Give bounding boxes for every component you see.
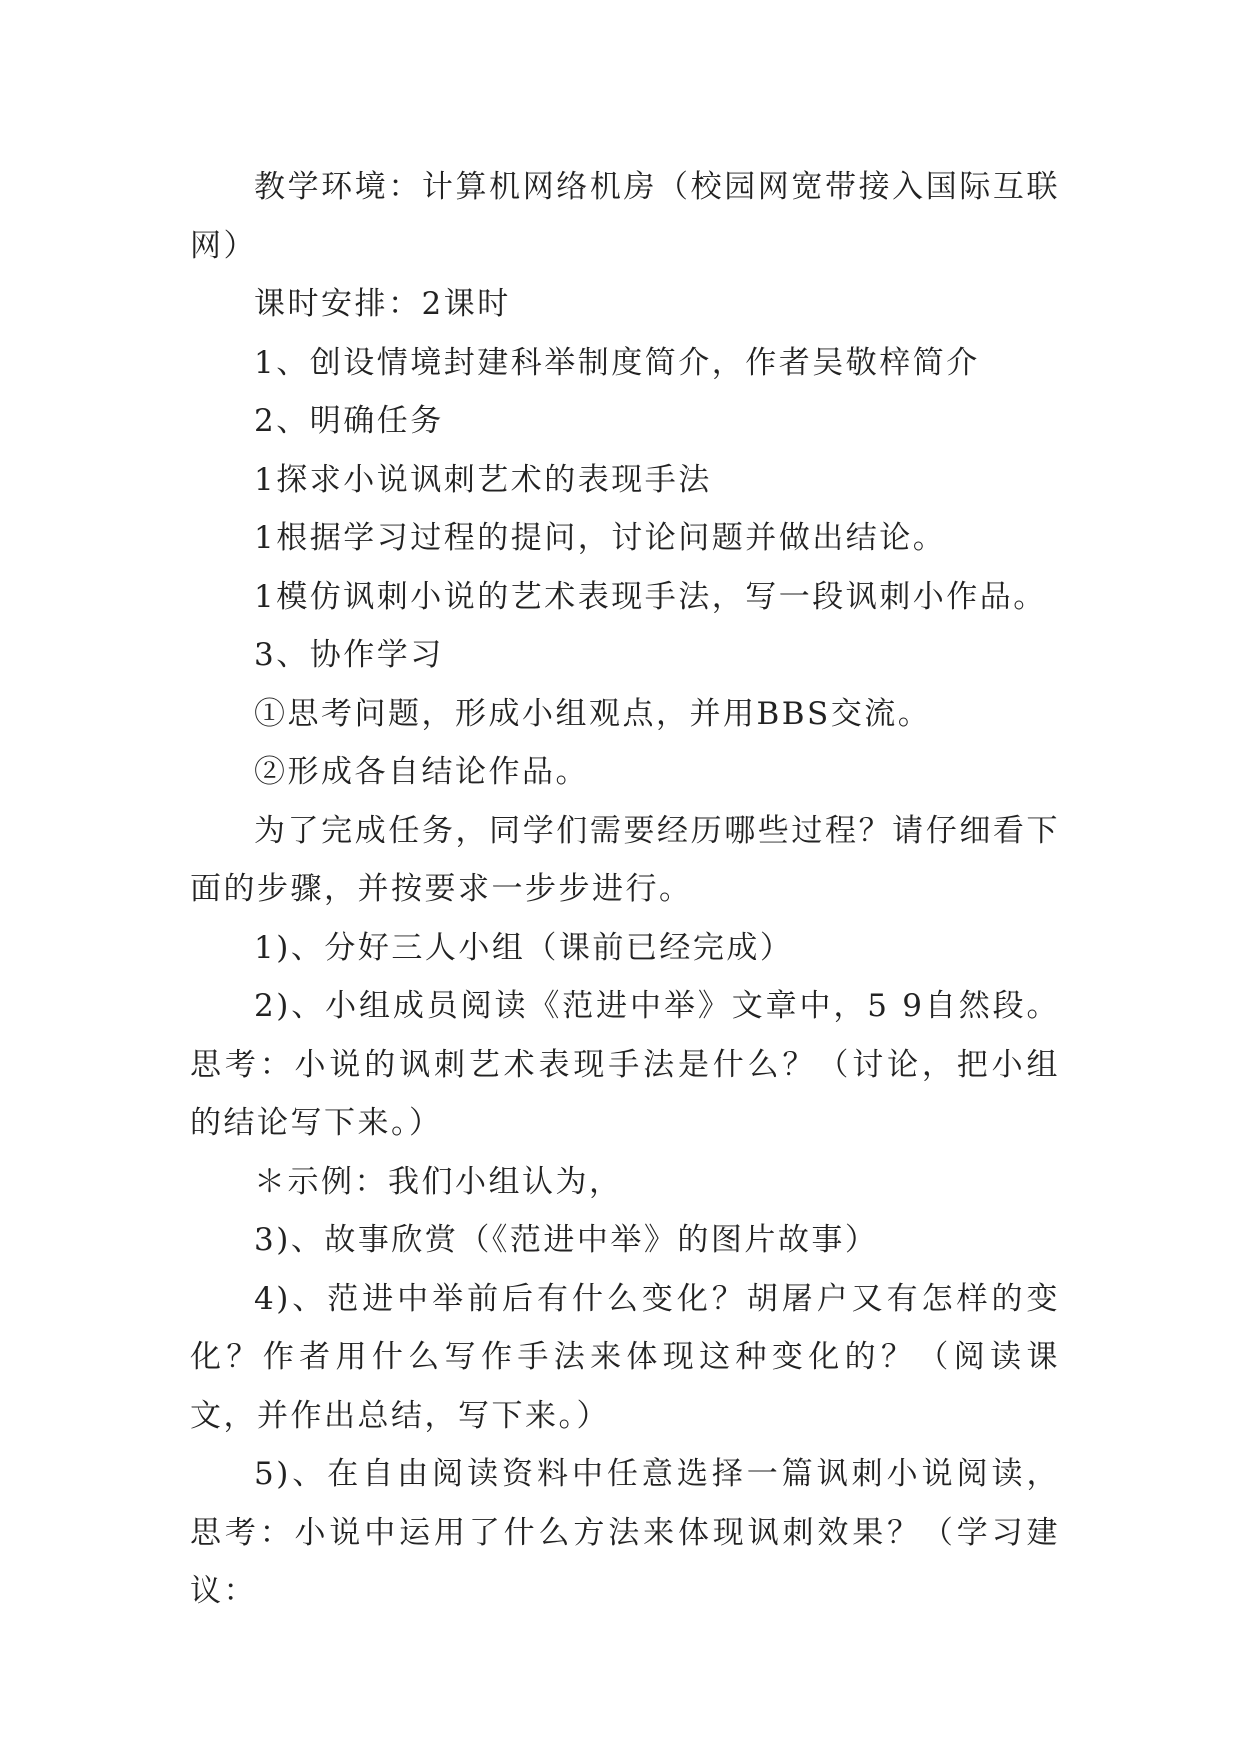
paragraph-step-1: 1、创设情境封建科举制度简介，作者吴敬梓简介 (254, 344, 980, 381)
paragraph-process-4: 4)、范进中举前后有什么变化？胡屠户又有怎样的变化？作者用什么写作手法来体现这种变化的？（阅读课文，并作出总结，写下来。） (190, 1280, 1060, 1434)
paragraph-process-3: 3)、故事欣赏（《范进中举》的图片故事） (254, 1222, 879, 1258)
paragraph-process-5: 5)、在自由阅读资料中任意选择一篇讽刺小说阅读，思考：小说中运用了什么方法来体现讽刺效果？（学习建议： (190, 1456, 1060, 1609)
paragraph-task-3: 1模仿讽刺小说的艺术表现手法，写一段讽刺小作品。 (254, 578, 1047, 615)
paragraph-class-schedule: 课时安排：2课时 (254, 286, 511, 322)
document-body (190, 158, 1060, 1621)
paragraph-task-1: 1探求小说讽刺艺术的表现手法 (254, 461, 712, 498)
paragraph-process-2: 2)、小组成员阅读《范进中举》文章中，5 9自然段。思考：小说的讽刺艺术表现手法是什么？（讨论，把小组的结论写下来。） (190, 988, 1060, 1141)
paragraph-teaching-environment: 教学环境：计算机网络机房（校园网宽带接入国际互联网） (190, 169, 1060, 264)
paragraph-task-2: 1根据学习过程的提问，讨论问题并做出结论。 (254, 520, 947, 556)
paragraph-collab-2: ②形成各自结论作品。 (254, 754, 589, 790)
paragraph-process-intro: 为了完成任务，同学们需要经历哪些过程？请仔细看下面的步骤，并按要求一步步进行。 (190, 812, 1060, 907)
paragraph-process-1: 1)、分好三人小组（课前已经完成） (254, 929, 794, 966)
paragraph-collab-1: ①思考问题，形成小组观点，并用BBS交流。 (254, 695, 932, 732)
paragraph-step-2: 2、明确任务 (254, 403, 444, 439)
paragraph-example: ＊示例：我们小组认为， (254, 1163, 623, 1200)
paragraph-step-3: 3、协作学习 (254, 637, 444, 673)
